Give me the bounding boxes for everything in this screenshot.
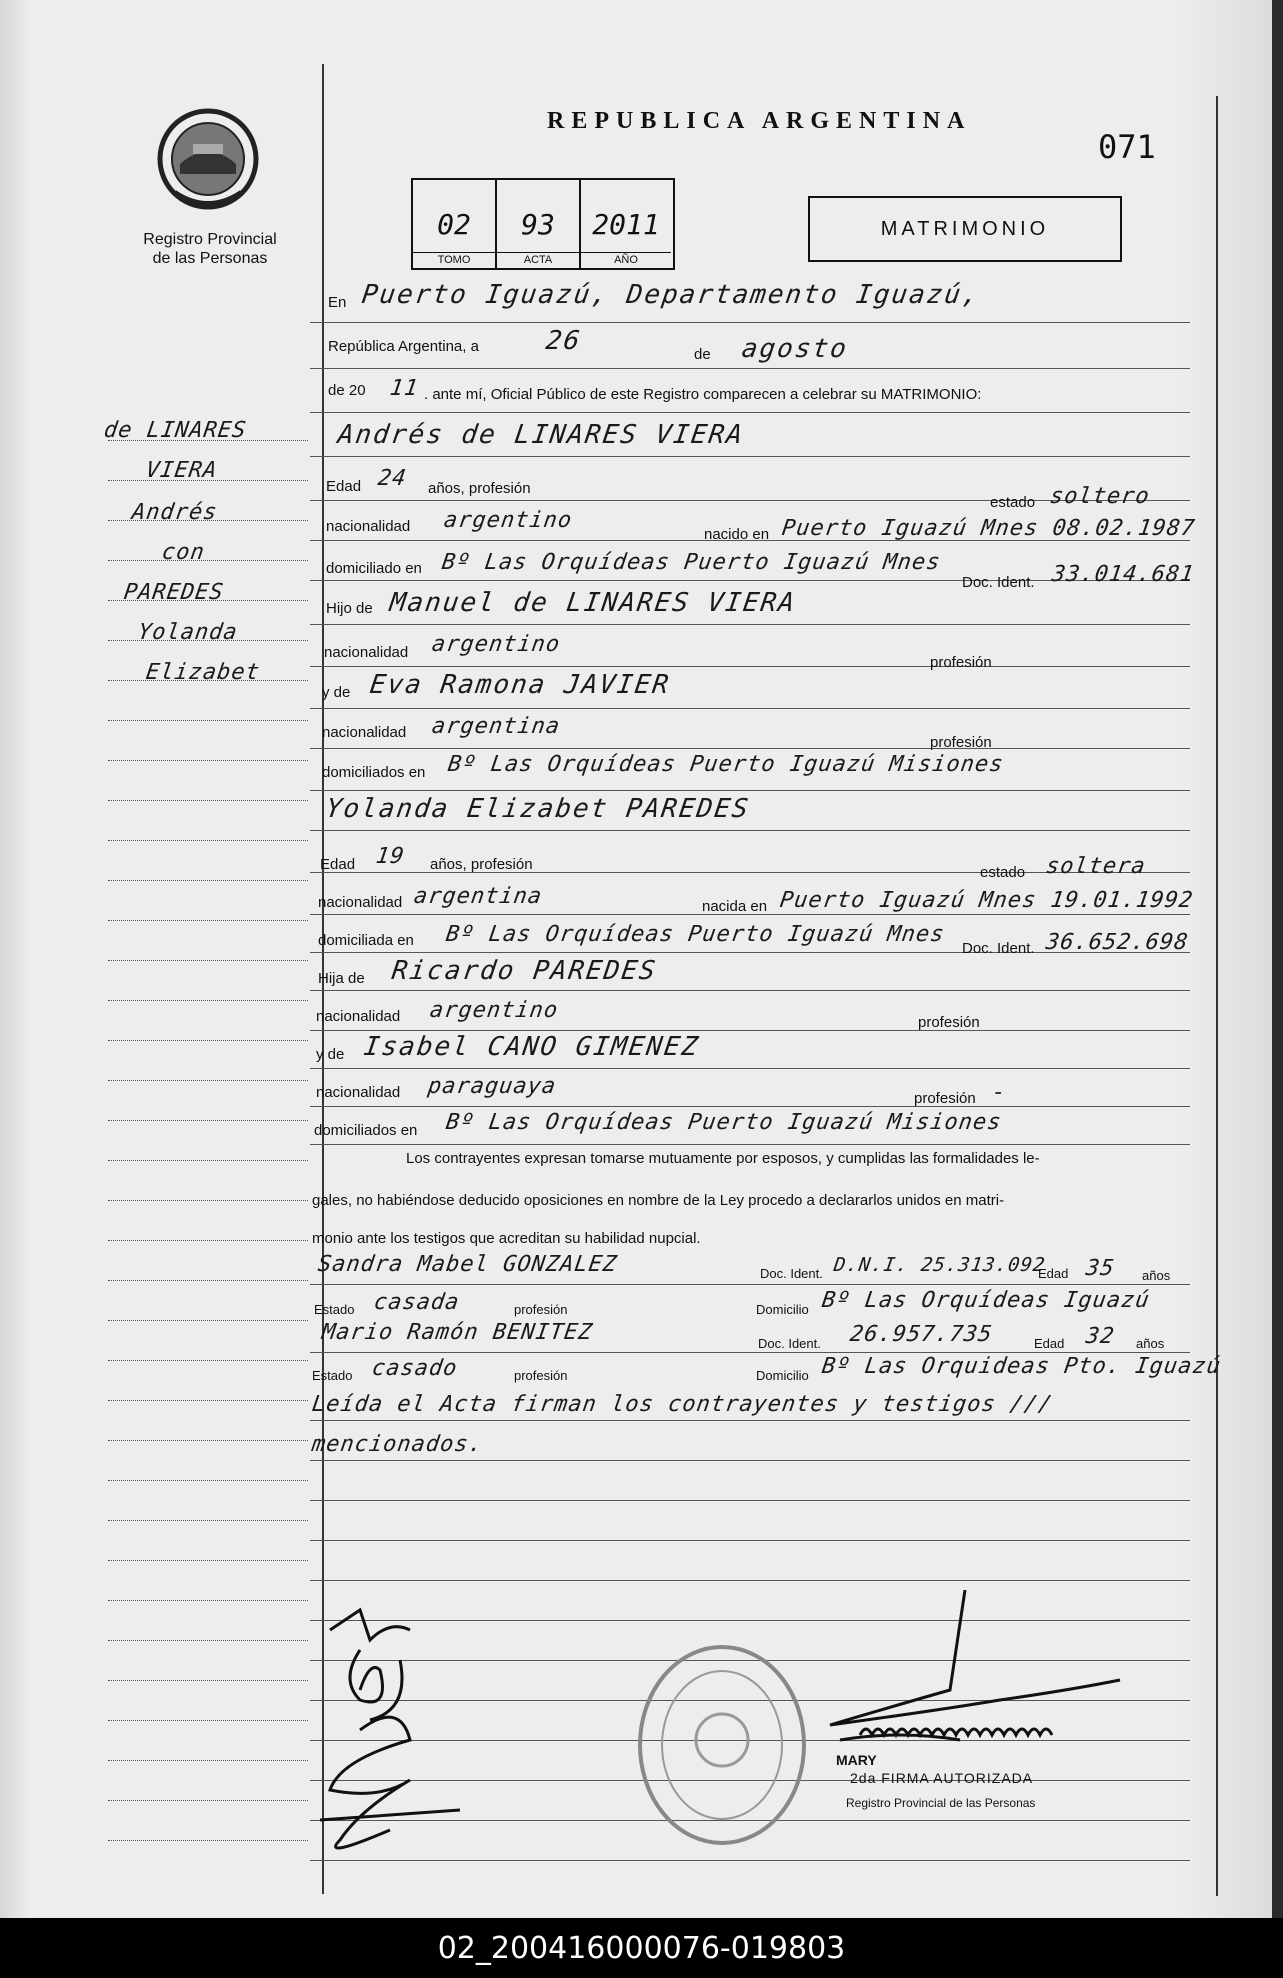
year-prefix: de 20 [328, 382, 366, 399]
margin-note-line: PAREDES [122, 580, 226, 605]
form-rule-line [310, 666, 1190, 667]
margin-rule-line [108, 1240, 308, 1241]
form-rule-line [310, 1106, 1190, 1107]
margin-rule-line [108, 1560, 308, 1561]
witness2-doc-label: Doc. Ident. [758, 1336, 821, 1351]
margin-rule-line [108, 880, 308, 881]
groom-estado: soltero [1048, 484, 1152, 509]
folio-number: 071 [1098, 128, 1156, 166]
bride-dom: Bº Las Orquídeas Puerto Iguazú Mnes [444, 922, 947, 947]
margin-note-line: Yolanda [136, 620, 240, 645]
groom-nacido: Puerto Iguazú Mnes 08.02.1987 [780, 516, 1197, 541]
bride-father-nac: argentino [428, 998, 560, 1023]
form-rule-line [310, 1500, 1190, 1501]
groom-doc: 33.014.681 [1050, 562, 1197, 587]
witness2-edad: 32 [1084, 1324, 1117, 1349]
witness1-dom: Bº Las Orquídeas Iguazú [820, 1288, 1152, 1313]
witness1-doc: D.N.I. 25.313.092 [832, 1254, 1048, 1276]
bride-name: Yolanda Elizabet PAREDES [323, 794, 752, 824]
form-rule-line [310, 790, 1190, 791]
form-rule-line [310, 1580, 1190, 1581]
bride-mother-nac-label: nacionalidad [316, 1084, 401, 1101]
form-rule-line [310, 1352, 1190, 1353]
tomo-cell: 02 TOMO [413, 180, 497, 268]
form-rule-line [310, 624, 1190, 625]
witness2-name: Mario Ramón BENITEZ [320, 1320, 595, 1345]
bride-estado-label: estado [980, 864, 1026, 881]
bride-dom-label: domiciliada en [318, 932, 414, 949]
form-rule-line [310, 368, 1190, 369]
margin-rule-line [108, 1480, 308, 1481]
en-label: En [328, 294, 347, 311]
witness2-estado: casado [370, 1356, 460, 1381]
form-rule-line [310, 1068, 1190, 1069]
form-rule-line [310, 708, 1190, 709]
official-title: 2da FIRMA AUTORIZADA [850, 1770, 1034, 1786]
margin-rule-line [108, 1600, 308, 1601]
bride-nac-label: nacionalidad [318, 894, 403, 911]
margin-rule-line [108, 1520, 308, 1521]
country-title: REPUBLICA ARGENTINA [547, 108, 972, 134]
witness1-prof-label: profesión [514, 1302, 568, 1317]
margin-rule-line [108, 1080, 308, 1081]
bride-nacida-label: nacida en [702, 898, 768, 915]
official-stamp [632, 1640, 812, 1850]
form-rule-line [310, 830, 1190, 831]
groom-profesion-label: años, profesión [428, 480, 531, 497]
form-rule-line [310, 1030, 1190, 1031]
margin-rule-line [108, 840, 308, 841]
witness2-edad-label: Edad [1034, 1336, 1065, 1351]
groom-parents-dom-label: domiciliados en [322, 764, 426, 781]
bride-father-nac-label: nacionalidad [316, 1008, 401, 1025]
groom-father: Manuel de LINARES VIERA [387, 588, 799, 618]
bride-parents-dom: Bº Las Orquídeas Puerto Iguazú Misiones [444, 1110, 1004, 1135]
groom-father-prof-label: profesión [930, 654, 992, 671]
form-rule-line [310, 1540, 1190, 1541]
groom-edad-label: Edad [326, 478, 362, 495]
bride-edad: 19 [374, 844, 407, 869]
margin-rule-line [108, 1040, 308, 1041]
margin-rule-line [108, 1120, 308, 1121]
margin-rule-line [108, 1280, 308, 1281]
bride-doc: 36.652.698 [1044, 930, 1191, 955]
act-type-box: MATRIMONIO [808, 196, 1122, 262]
margin-rule-line [108, 1840, 308, 1841]
tomo-acta-year-box [411, 178, 675, 270]
groom-father-nac-label: nacionalidad [324, 644, 409, 661]
form-rule-line [310, 1420, 1190, 1421]
witness2-estado-label: Estado [312, 1368, 353, 1383]
witness2-prof-label: profesión [514, 1368, 568, 1383]
republica-label: República Argentina, a [328, 338, 479, 355]
month-value: agosto [739, 334, 851, 364]
bride-yde-label: y de [316, 1046, 345, 1063]
margin-rule-line [108, 760, 308, 761]
margin-rule-line [108, 720, 308, 721]
file-id-bar: 02_200416000076-019803 [0, 1918, 1283, 1978]
groom-mother-prof-label: profesión [930, 734, 992, 751]
bride-parents-dom-label: domiciliados en [314, 1122, 418, 1139]
margin-rule-line [108, 960, 308, 961]
groom-mother: Eva Ramona JAVIER [367, 670, 673, 700]
year-suffix: 11 [388, 376, 421, 401]
bride-edad-label: Edad [320, 856, 356, 873]
groom-father-nac: argentino [430, 632, 562, 657]
declaration-line: gales, no habiéndose deducido oposiciones en nombre de la Ley procedo a declararlos unidos en matri- [312, 1192, 1005, 1209]
bride-nac: argentina [412, 884, 544, 909]
groom-nac: argentino [442, 508, 574, 533]
margin-rule-line [108, 1000, 308, 1001]
groom-dom-label: domiciliado en [326, 560, 422, 577]
margin-rule-line [108, 1160, 308, 1161]
witness2-dom-label: Domicilio [756, 1368, 809, 1383]
form-rule-line [310, 1460, 1190, 1461]
margin-rule-line [108, 1800, 308, 1801]
form-rule-line [310, 456, 1190, 457]
groom-name: Andrés de LINARES VIERA [335, 420, 747, 450]
bride-nacida: Puerto Iguazú Mnes 19.01.1992 [778, 888, 1195, 913]
groom-mother-nac-label: nacionalidad [322, 724, 407, 741]
witness2-doc: 26.957.735 [848, 1322, 995, 1347]
acta-cell: 93 ACTA [497, 180, 581, 268]
provincial-emblem [155, 104, 261, 214]
bride-mother-prof-label: profesión [914, 1090, 976, 1107]
margin-note-line: Andrés [130, 500, 220, 525]
bride-mother: Isabel CANO GIMENEZ [361, 1032, 702, 1062]
form-rule-line [310, 1284, 1190, 1285]
form-rule-line [310, 412, 1190, 413]
bride-father: Ricardo PAREDES [389, 956, 659, 986]
margin-rule-line [108, 1680, 308, 1681]
de-label: de [694, 346, 711, 363]
witness1-estado: casada [372, 1290, 462, 1315]
margin-rule-line [108, 1440, 308, 1441]
witness2-anos-label: años [1136, 1336, 1165, 1351]
official-name: MARY [836, 1752, 877, 1768]
groom-nac-label: nacionalidad [326, 518, 411, 535]
groom-nacido-label: nacido en [704, 526, 770, 543]
bride-hija-label: Hija de [318, 970, 365, 987]
day-value: 26 [543, 326, 584, 356]
groom-yde-label: y de [322, 684, 351, 701]
margin-rule-line [108, 1760, 308, 1761]
intro-text: . ante mí, Oficial Público de este Registro comparecen a celebrar su MATRIMONIO: [424, 386, 982, 403]
bride-profesion-label: años, profesión [430, 856, 533, 873]
right-rule [1216, 96, 1218, 1896]
closing-line: Leída el Acta firman los contrayentes y testigos /// [310, 1392, 1055, 1417]
witness1-dom-label: Domicilio [756, 1302, 809, 1317]
form-rule-line [310, 322, 1190, 323]
margin-note-line: Elizabet [144, 660, 262, 685]
margin-note-line: de LINARES [102, 418, 249, 443]
margin-rule-line [108, 1400, 308, 1401]
groom-parents-dom: Bº Las Orquídeas Puerto Iguazú Misiones [446, 752, 1006, 777]
margin-rule-line [108, 560, 308, 561]
registry-name: Registro Provincial de las Personas [143, 231, 277, 267]
anio-cell: 2011 AÑO [581, 180, 671, 268]
margin-rule-line [108, 1720, 308, 1721]
witness1-edad-label: Edad [1038, 1266, 1069, 1281]
bride-doc-label: Doc. Ident. [962, 940, 1035, 957]
margin-rule-line [108, 1640, 308, 1641]
bride-father-prof-label: profesión [918, 1014, 980, 1031]
official-office: Registro Provincial de las Personas [846, 1796, 1036, 1810]
groom-mother-nac: argentina [430, 714, 562, 739]
groom-hijo-label: Hijo de [326, 600, 373, 617]
witness1-doc-label: Doc. Ident. [760, 1266, 823, 1281]
groom-dom: Bº Las Orquídeas Puerto Iguazú Mnes [440, 550, 943, 575]
bride-estado: soltera [1044, 854, 1148, 879]
bride-mother-nac: paraguaya [426, 1074, 558, 1099]
witness1-edad: 35 [1084, 1256, 1117, 1281]
margin-rule-line [108, 920, 308, 921]
witness2-dom: Bº Las Orquideas Pto. Iguazú [820, 1354, 1223, 1379]
margin-rule-line [108, 1320, 308, 1321]
witness1-name: Sandra Mabel GONZALEZ [316, 1252, 619, 1277]
margin-rule-line [108, 1200, 308, 1201]
margin-rule-line [108, 800, 308, 801]
closing-line: mencionados. [310, 1432, 485, 1457]
witness1-estado-label: Estado [314, 1302, 355, 1317]
witness1-anos-label: años [1142, 1268, 1171, 1283]
form-rule-line [310, 990, 1190, 991]
declaration-line: monio ante los testigos que acreditan su habilidad nupcial. [312, 1230, 701, 1247]
groom-doc-label: Doc. Ident. [962, 574, 1035, 591]
groom-edad: 24 [376, 466, 409, 491]
bride-mother-prof: - [990, 1080, 1009, 1105]
groom-estado-label: estado [990, 494, 1036, 511]
margin-note-line: VIERA [144, 458, 219, 483]
signature-contrayentes [300, 1600, 500, 1900]
form-rule-line [310, 748, 1190, 749]
margin-note-line: con [160, 540, 207, 565]
place-value: Puerto Iguazú, Departamento Iguazú, [359, 280, 982, 310]
declaration-line: Los contrayentes expresan tomarse mutuamente por esposos, y cumplidas las formalidades le- [406, 1150, 1040, 1167]
form-rule-line [310, 1144, 1190, 1145]
margin-rule-line [108, 1360, 308, 1361]
